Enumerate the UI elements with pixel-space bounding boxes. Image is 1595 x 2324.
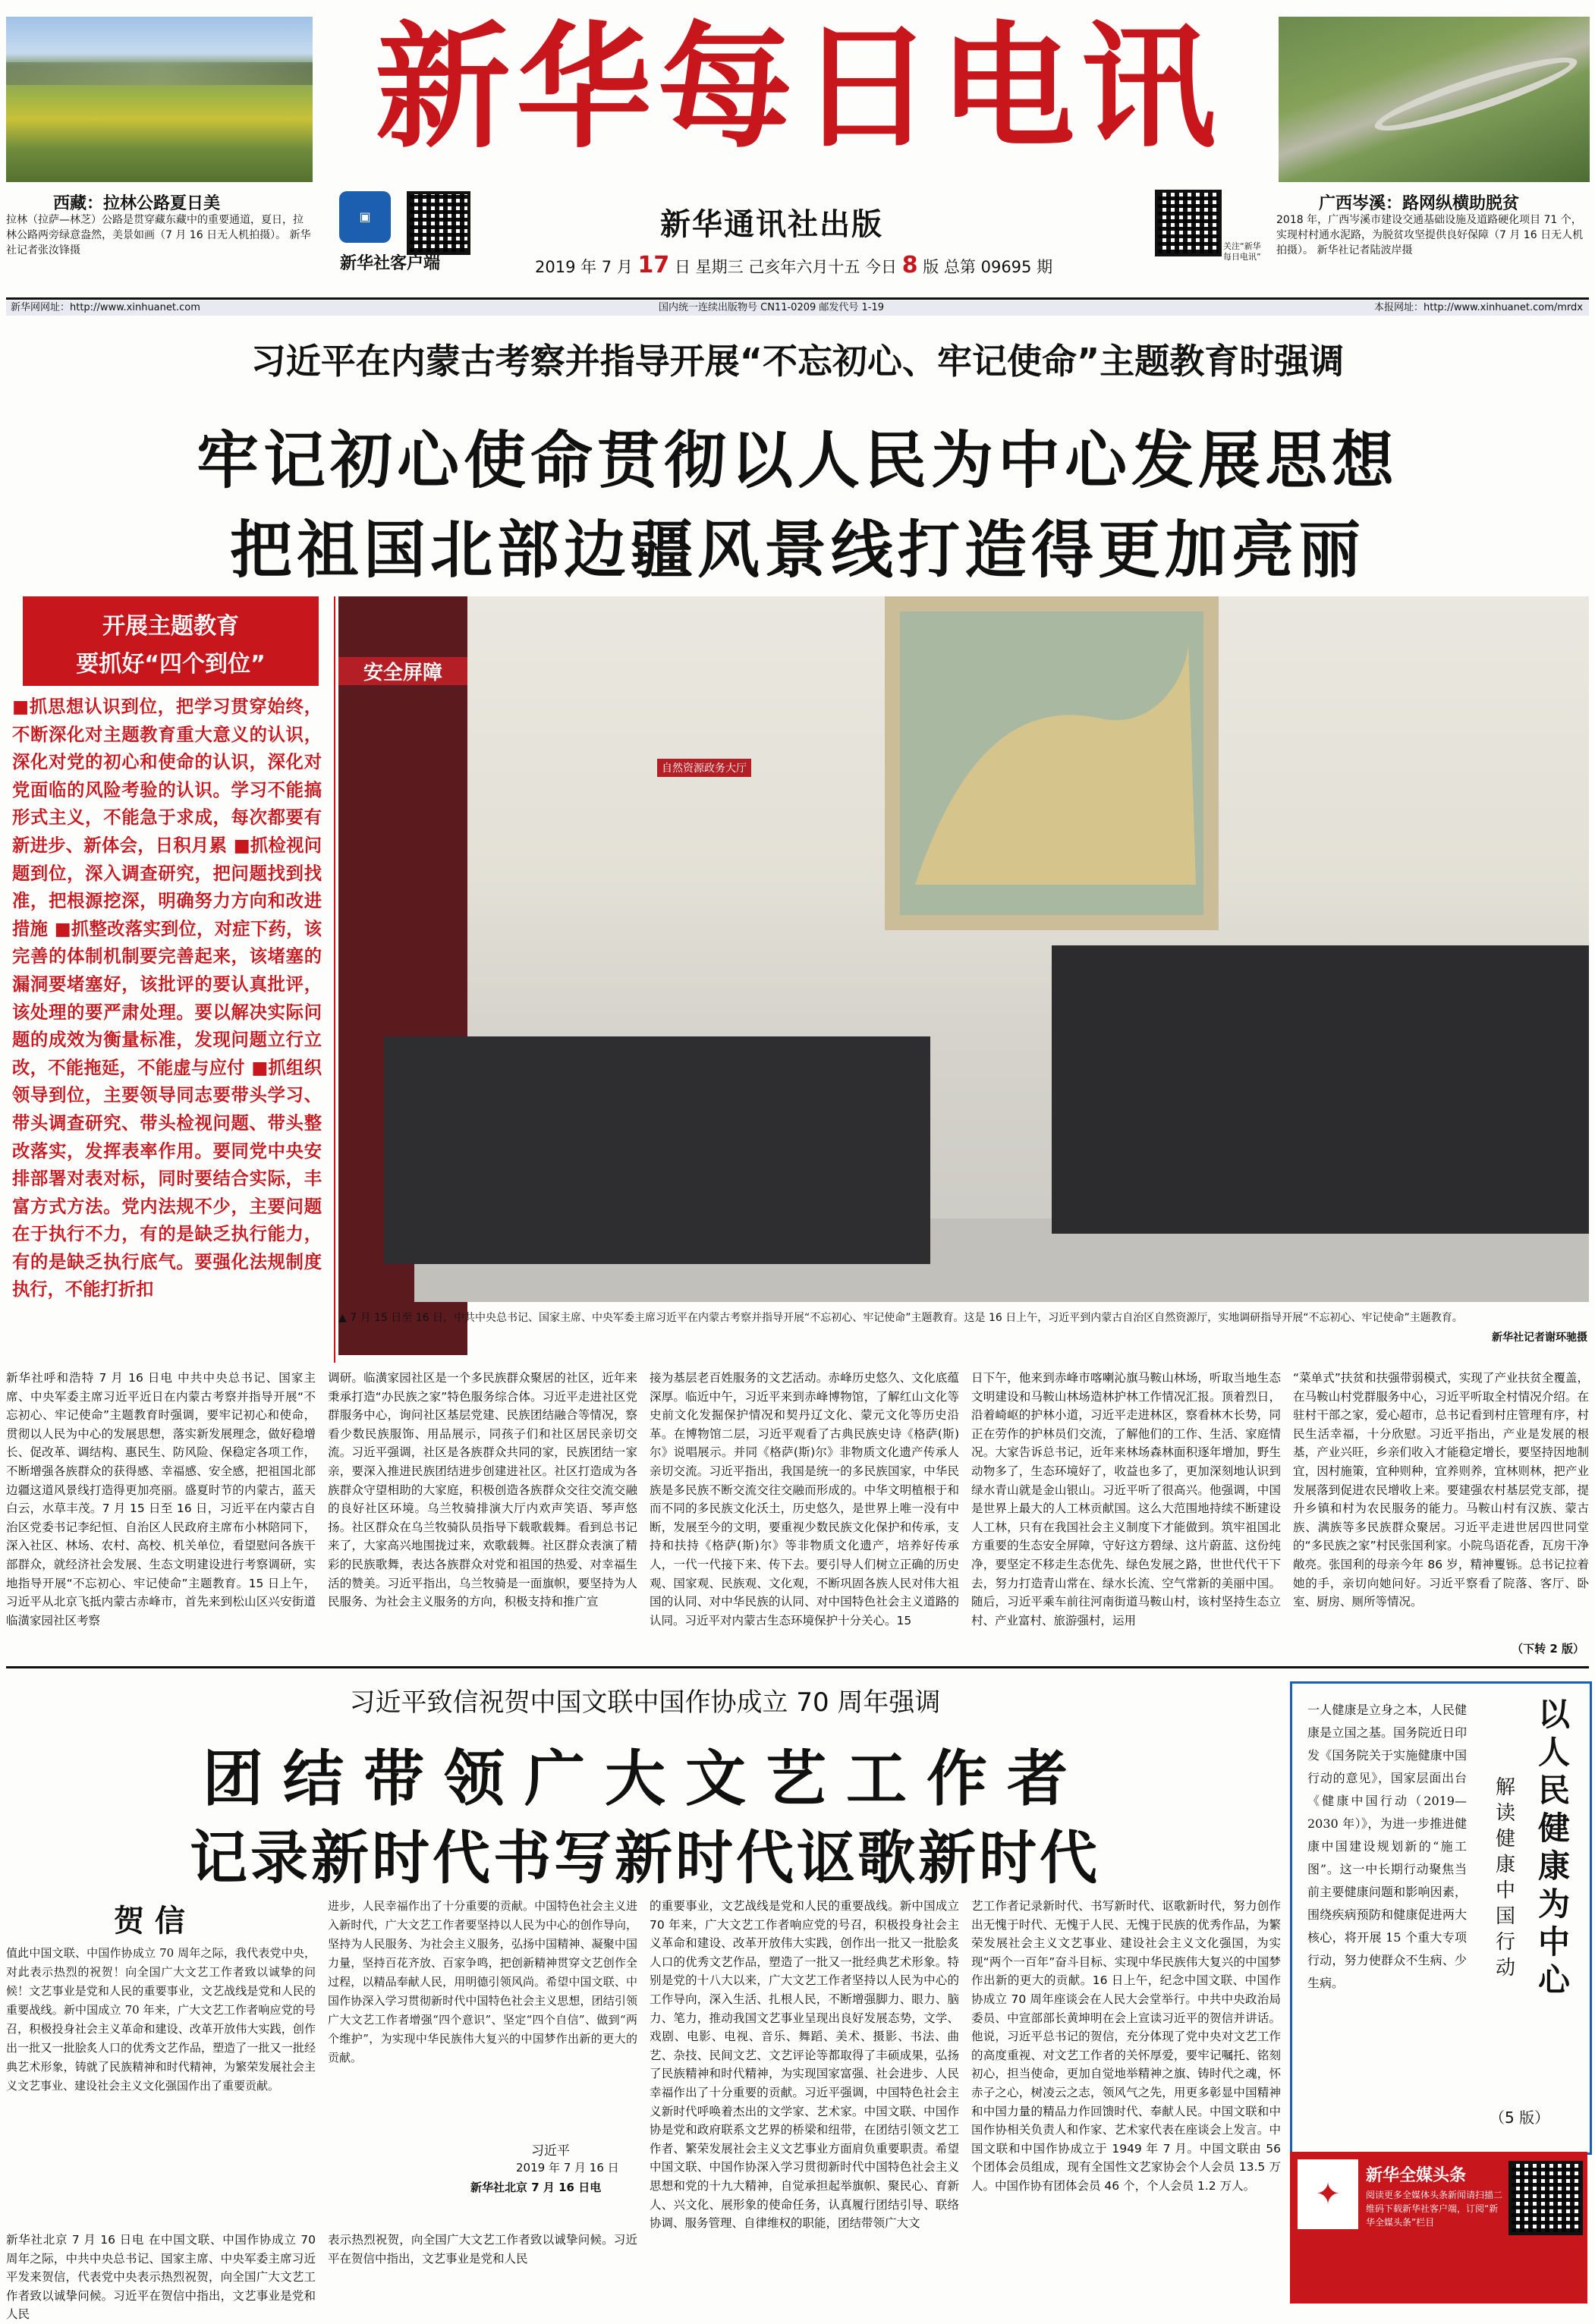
lead-column-3: 接为基层老百姓服务的文艺活动。赤峰历史悠久、文化底蕴深厚。临近中午，习近平来到赤峰博物馆，了解红山文化等史前文化发掘保护情况和契丹辽文化、蒙元文化等历史沿革。在博物馆二层，习近平观看了古典民族史诗《格萨(斯)尔》说唱展示。并同《格萨(斯)尔》非物质文化遗产传承人亲切交流。习近平指出，我国是统一的多民族国家，中华民族是多民族不断交流交往交融而形成的。中华文明植根于和而不同的多民族文化沃土，历史悠久，是世界上唯一没有中断，发展至今的文明，要重视少数民族文化保护和传承，支持和扶持《格萨(斯)尔》等非物质文化遗产，培养好传承人，一代一代接下来、传下去。要引导人们树立正确的历史观、国家观、民族观、文化观，不断巩固各族人民对伟大祖国的认同、对中华民族的认同、对中国特色社会主义道路的认同。习近平对内蒙古生态环境保护十分关心。15 (650, 1371, 959, 1627)
left-site-url[interactable]: 新华网网址：http://www.xinhuanet.com (11, 302, 200, 313)
promo-title: 新华全媒头条 (1366, 2166, 1467, 2185)
second-headline-1: 团结带领广大文艺工作者 (203, 1744, 1087, 1814)
theme-education-sidebar (6, 596, 335, 1363)
info-strip-top-rule (6, 297, 1589, 300)
lead-column-5: “菜单式”扶贫和扶强带弱模式，实现了产业扶贫全覆盖，在马鞍山村党群服务中心，习近平听取全村情况介绍。在驻村干部之家，爱心超市，总书记看到村庄管理有序，村民生活幸福，十分欣慰。习近平指出，产业是发展的根基，产业兴旺，乡亲们收入才能稳定增长，要坚持因地制宜，因村施策，宜种则种，宜养则养，宜林则林，把产业发展落到促进农民增收上来。要建强农村基层党支部，提升乡镇和村为农民服务的能力。马鞍山村有汉族、蒙古族、满族等多民族群众聚居。习近平走进世居四世同堂的“多民族之家”村民张国利家。小院鸟语花香，瓦房干净敞亮。张国利的母亲今年 86 岁，精神矍铄。总书记拉着她的手，亲切向她问好。习近平察看了院落、客厅、卧室、厨房、厕所等情况。 (1293, 1371, 1589, 1609)
left-photo-caption: 拉林（拉萨—林芝）公路是贯穿藏东藏中的重要通道，夏日，拉林公路两旁绿意盎然，美景如画（7 月 16 日无人机拍摄）。 新华社记者张汝锋摄 (6, 214, 311, 256)
letter-signature: 习近平 (531, 2143, 570, 2159)
app-logo-icon: ▣ (359, 209, 371, 224)
masthead-title: 新华每日电讯 (375, 8, 1222, 166)
second-headline-2: 记录新时代书写新时代讴歌新时代 (190, 1824, 1100, 1892)
app-qr-code[interactable] (407, 191, 470, 255)
letter-date: 2019 年 7 月 16 日 (516, 2161, 619, 2175)
publisher-line: 新华通讯社出版 (660, 207, 883, 242)
app-logo[interactable] (339, 191, 391, 243)
second-kicker: 习近平致信祝贺中国文联中国作协成立 70 周年强调 (349, 1687, 941, 1718)
health-feature-box (1290, 1681, 1592, 2155)
sidebar-body: ■抓思想认识到位，把学习贯穿始终，不断深化对主题教育重大意义的认识，深化对党的初心和使命的认识，深化对党面临的风险考验的认识。学习不能搞形式主义，不能急于求成，每次都要有新进步、新体会，日积月累 ■抓检视问题到位，深入调查研究，把问题找到找准，把根源挖深，明确努力方向和改进措施 ■抓整改落实到位，对症下药，该完善的体制机制要完善起来，该堵塞的漏洞要堵塞好，该批评的要认真批评，该处理的要严肃处理。要以解决实际问题的成效为衡量标准，发现问题立行立改，不能拖延，不能虚与应付 ■抓组织领导到位，主要领导同志要带头学习、带头调查研究、带头检视问题、带头整改落实，发挥表率作用。要同党中央安排部署对表对标，同时要结合实际，丰富方式方法。党内法规不少，主要问题在于执行不力，有的是缺乏执行能力，有的是缺乏执行底气。要强化法规制度执行，不能打折扣 (12, 697, 322, 1300)
date-suffix: 日 星期三 己亥年六月十五 今日 (674, 258, 897, 276)
left-photo-title: 西藏：拉林公路夏日美 (53, 194, 221, 213)
lead-column-4: 日下午，他来到赤峰市喀喇沁旗马鞍山林场，听取当地生态文明建设和马鞍山林场造林护林工作情况汇报。顶着烈日，沿着崎岖的护林小道，习近平走进林区，察看林木长势，同正在劳作的护林员们交流，了解他们的工作、生活、家庭情况。大家告诉总书记，近年来林场森林面积逐年增加，野生动物多了，生态环境好了，收益也多了，更加深刻地认识到绿水青山就是金山银山。习近平听了很高兴。他强调，中国是世界上最大的人工林贡献国。这么大范围地持续不断建设人工林，只有在我国社会主义制度下才能做到。筑牢祖国北方重要的生态安全屏障，守好这方碧绿、这片蔚蓝、这份纯净，要坚定不移走生态优先、绿色发展之路，世世代代干下去，努力打造青山常在、绿水长流、空气常新的美丽中国。随后，习近平乘车前往河南街道马鞍山村，该村坚持生态立村、产业富村、旅游强村，运用 (971, 1371, 1281, 1627)
issue-date-line (535, 252, 1052, 278)
left-photo (6, 17, 313, 182)
lead-photo-credit: 新华社记者谢环驰摄 (1492, 1332, 1587, 1344)
right-site-url[interactable]: 本报网址：http://www.xinhuanet.com/mrdx (1374, 302, 1583, 313)
crowd-right (1052, 945, 1589, 1234)
qr-note: 关注“新华每日电讯” (1223, 241, 1261, 262)
second-body-3: 艺工作者记录新时代、书写新时代、讴歌新时代，努力创作出无愧于时代、无愧于人民、无愧于民族的优秀作品，为繁荣发展社会主义文艺事业、建设社会主义文化强国，为实现“两个一百年”奋斗目标、实现中华民族伟大复兴的中国梦作出新的更大的贡献。16 日上午，纪念中国文联、中国作协成立 70 周年座谈会在人民大会堂举行。中共中央政治局委员、中宣部部长黄坤明在会上宣读习近平的贺信并讲话。他说，习近平总书记的贺信，充分体现了党中央对文艺工作的高度重视、对文艺工作者的关怀厚爱，要牢记嘱托、铭刻初心，担当使命，更加自觉地举精神之旗、铸时代之魂，怀赤子之心，树凌云之志，领风气之先，用更多彰显中国精神和中国力量的精品力作回馈时代、奉献人民。中国文联和中国作协相关负责人和作家、艺术家代表在座谈会上发言。中国文联和中国作协成立于 1949 年 7 月。中国文联由 56 个团体会员组成，现有全国性文艺家协会个人会员 13.5 万人。中国作协有团体会员 46 个，个人会员 1.2 万人。 (971, 1899, 1281, 2193)
lead-photo-caption: ▲ 7 月 15 日至 16 日，中共中央总书记、国家主席、中央军委主席习近平在内蒙古考察并指导开展“不忘初心、牢记使命”主题教育。这是 16 日上午，习近平到内蒙古自治区自然资源厅，实地调研指导开展“不忘初心、牢记使命”主题教育。 (338, 1312, 1463, 1324)
promo-qr-code[interactable] (1508, 2161, 1583, 2235)
feature-intro: 一人健康是立身之本，人民健康是立国之基。国务院近日印发《国务院关于实施健康中国行动的意见》，国家层面出台《健康中国行动（2019—2030 年）》，为进一步推进健康中国建设规划新的“施工图”。这一中长期行动聚焦当前主要健康问题和影响因素，围绕疾病预防和健康促进两大核心，将开展 15 个重大专项行动，努力使群众不生病、少生病。 (1307, 1703, 1467, 1990)
promo-box[interactable] (1290, 2152, 1587, 2304)
photo-sign-1: 安全屏障 (338, 657, 467, 685)
second-body-1: 新华社北京 7 月 16 日电 在中国文联、中国作协成立 70 周年之际，中共中央总书记、国家主席、中央军委主席习近平发来贺信，代表党中央表示热烈祝贺，向全国广大文艺工作者致以诚挚问候。习近平在贺信中指出，文艺事业是党和人民 (6, 2233, 316, 2322)
app-label: 新华社客户端 (340, 254, 441, 273)
right-photo-caption: 2018 年，广西岑溪市建设交通基础设施及道路硬化项目 71 个，实现村村通水泥路，为脱贫攻坚提供良好保障（7 月 16 日无人机拍摄）。 新华社记者陆波岸摄 (1276, 214, 1584, 256)
date-day: 17 (637, 252, 670, 278)
letter-title: 贺 信 (114, 1903, 185, 1939)
lead-photo (338, 596, 1589, 1302)
wechat-qr-code[interactable] (1155, 190, 1222, 256)
feature-subtitle: 解读健康中国行动 (1496, 1776, 1516, 1980)
continued-note: （下转 2 版） (1512, 1642, 1584, 1656)
sidebar-header-line-1: 开展主题教育 (102, 613, 239, 640)
second-body-extra: 表示热烈祝贺，向全国广大文艺工作者致以诚挚问候。习近平在贺信中指出，文艺事业是党和人民 (328, 2233, 637, 2266)
right-photo (1279, 17, 1590, 182)
crowd-left (384, 1036, 930, 1264)
section-divider (6, 1666, 1589, 1668)
right-photo-title: 广西岑溪：路网纵横助脱贫 (1319, 194, 1520, 213)
promo-text: 阅读更多全媒体头条新闻请扫描二维码下载新华社客户端，订阅“新华全媒头条”栏目 (1366, 2190, 1503, 2228)
letter-body: 值此中国文联、中国作协成立 70 周年之际，我代表党中央，对此表示热烈的祝贺！向全国广大文艺工作者致以诚挚的问候！文艺事业是党和人民的重要事业，文艺战线是党和人民的重要战线。新中国成立 70 年来，广大文艺工作者响应党的号召，积极投身社会主义革命和建设、改革开放伟大实践，创作出一批又一批脍炙人口的优秀文艺作品，塑造了一批又一批经典艺术形象，铸就了民族精神和时代精神，为繁荣发展社会主义文艺事业、建设社会主义文化强国作出了重要贡献。 (6, 1946, 316, 2093)
publication-codes: 国内统一连续出版物号 CN11-0209 邮发代号 1-19 (659, 302, 885, 313)
promo-logo-icon: ✦ (1298, 2159, 1358, 2229)
photo-sign-2: 自然资源政务大厅 (657, 759, 751, 777)
letter-continued: 进步，人民幸福作出了十分重要的贡献。中国特色社会主义进入新时代，广大文艺工作者要坚持以人民为中心的创作导向，坚持为人民服务、为社会主义服务，弘扬中国精神、凝聚中国力量，坚持百花齐放、百家争鸣，把创新精神贯穿文艺创作全过程，以精品奉献人民，用明德引领风尚。希望中国文联、中国作协深入学习贯彻新时代中国特色社会主义思想，团结引领广大文艺工作者增强“四个意识”、坚定“四个自信”、做到“两个维护”，为实现中华民族伟大复兴的中国梦作出新的更大的贡献。 (328, 1899, 637, 2065)
pages-suffix: 版 总第 09695 期 (923, 258, 1053, 276)
second-body-2: 的重要事业，文艺战线是党和人民的重要战线。新中国成立 70 年来，广大文艺工作者响应党的号召，积极投身社会主义革命和建设、改革开放伟大实践，创作出一批又一批脍炙人口的优秀文艺作品，塑造了一批又一批经典艺术形象。特别是党的十八大以来，广大文艺工作者坚持以人民为中心的工作导向，深入生活、扎根人民，不断增强脚力、眼力、脑力、笔力，推动我国文艺事业呈现出良好发展态势，文学、戏剧、电影、电视、音乐、舞蹈、美术、摄影、书法、曲艺、杂技、民间文艺、文艺评论等都取得了丰硕成果，弘扬了民族精神和时代精神，为实现国家富强、社会进步、人民幸福作出了十分重要的贡献。习近平强调，中国特色社会主义新时代呼唤着杰出的文学家、艺术家。中国文联、中国作协是党和政府联系文艺界的桥梁和纽带，在团结引领文艺工作者、繁荣发展社会主义文艺事业方面肩负重要职责。希望中国文联、中国作协深入学习贯彻新时代中国特色社会主义思想和党的十九大精神，自觉承担起举旗帜、聚民心、育新人、兴文化、展形象的使命任务，认真履行团结引导、联络协调、服务管理、自律维权的职能，团结带领广大文 (650, 1899, 959, 2231)
feature-page-ref: （5 版） (1490, 2109, 1550, 2127)
lead-column-1: 新华社呼和浩特 7 月 16 日电 中共中央总书记、国家主席、中央军委主席习近平近日在内蒙古考察并指导开展“不忘初心、牢记使命”主题教育时强调，要牢记初心和使命，贯彻以人民为中心的发展思想，落实新发展理念，做好稳增长、促改革、调结构、惠民生、防风险、保稳定各项工作，不断增强各族群众的获得感、幸福感、安全感，把祖国北部边疆这道风景线打造得更加亮丽。盛夏时节的内蒙古，蓝天白云，水草丰茂。7 月 15 日至 16 日，习近平在内蒙古自治区党委书记李纪恒、自治区人民政府主席布小林陪同下，深入社区、林场、农村、高校、机关单位，看望慰问各族干部群众，就经济社会发展、生态文明建设进行考察调研，实地指导开展“不忘初心、牢记使命”主题教育。15 日上午，习近平从北京飞抵内蒙古赤峰市，首先来到松山区兴安街道临潢家园社区考察 (6, 1371, 316, 1627)
sidebar-header (23, 596, 319, 686)
lead-headline-2: 把祖国北部边疆风景线打造得更加亮丽 (229, 514, 1365, 587)
info-strip (6, 300, 1589, 316)
pages-count: 8 (901, 252, 918, 278)
lead-column-2: 调研。临潢家园社区是一个多民族群众聚居的社区，近年来秉承打造“办民族之家”特色服务综合体。习近平走进社区党群服务中心，询问社区基层党建、民族团结融合等情况，察看少数民族服饰、用品展示，同孩子们和社区居民亲切交流。习近平强调，社区是各族群众共同的家，民族团结一家亲，要深入推进民族团结进步创建进社区。社区打造成为各族群众守望相助的大家庭，积极创造各族群众交往交流交融的良好社区环境。乌兰牧骑排演大厅内欢声笑语、琴声悠扬。社区群众在乌兰牧骑队员指导下载歌载舞。看到总书记来了，大家高兴地围拢过来，欢歌载舞。社区群众表演了精彩的民族歌舞，表达各族群众对党和祖国的热爱、对幸福生活的赞美。习近平指出，乌兰牧骑是一面旗帜，要坚持为人民服务、为社会主义服务的方向，积极支持和推广宣 (328, 1371, 637, 1609)
lead-headline-1: 牢记初心使命贯彻以人民为中心发展思想 (196, 425, 1398, 497)
letter-dateline: 新华社北京 7 月 16 日电 (470, 2181, 602, 2194)
date-prefix: 2019 年 7 月 (535, 258, 633, 276)
sidebar-header-line-2: 要抓好“四个到位” (76, 651, 266, 678)
feature-title: 以人民健康为中心 (1538, 1696, 1571, 1999)
lead-kicker: 习近平在内蒙古考察并指导开展“不忘初心、牢记使命”主题教育时强调 (250, 341, 1345, 382)
